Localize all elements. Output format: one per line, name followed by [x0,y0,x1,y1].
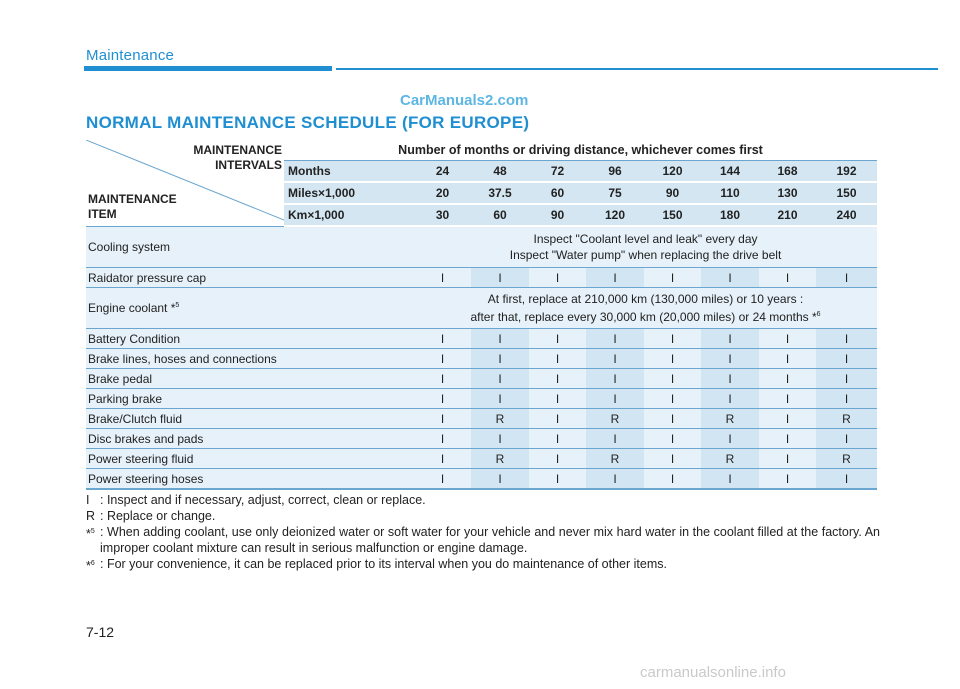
table-row [86,469,877,490]
schedule-cell: I [414,349,471,369]
schedule-cell: I [471,469,529,490]
schedule-cell: I [414,469,471,490]
table-row [86,369,877,389]
corner-item-label: MAINTENANCE ITEM [88,191,177,221]
interval-header: Number of months or driving distance, whichever comes first [284,140,877,161]
note-replace: R : Replace or change. [86,509,216,523]
schedule-cell: I [586,268,644,288]
watermark-bottom: carmanualsonline.info [640,664,786,681]
months-value: 72 [529,161,586,183]
months-value: 192 [816,161,877,183]
schedule-cell: I [644,389,701,409]
km-value: 180 [701,204,759,226]
schedule-cell: I [816,429,877,449]
schedule-cell: R [586,409,644,429]
schedule-cell: I [701,469,759,490]
schedule-cell: I [586,389,644,409]
km-value: 90 [529,204,586,226]
corner-intervals-label: MAINTENANCE INTERVALS [193,143,282,172]
schedule-cell: I [586,429,644,449]
km-value: 150 [644,204,701,226]
schedule-cell: I [414,369,471,389]
schedule-cell: I [759,469,816,490]
table-row [86,268,877,288]
schedule-cell: I [414,389,471,409]
months-value: 24 [414,161,471,183]
page-number: 7-12 [86,624,115,640]
schedule-cell: I [529,429,586,449]
schedule-cell: I [816,369,877,389]
schedule-cell: I [644,369,701,389]
months-value: 144 [701,161,759,183]
schedule-cell: I [816,329,877,349]
schedule-cell: I [586,369,644,389]
km-value: 210 [759,204,816,226]
schedule-cell: I [471,369,529,389]
schedule-cell: I [414,268,471,288]
miles-value: 130 [759,182,816,204]
schedule-cell: I [701,429,759,449]
item-label: Battery Condition [86,329,414,349]
header-rule-thick [84,66,332,71]
item-label: Brake lines, hoses and connections [86,349,414,369]
schedule-cell: I [644,449,701,469]
months-value: 48 [471,161,529,183]
schedule-cell: I [414,409,471,429]
item-label: Brake/Clutch fluid [86,409,414,429]
table-row [86,288,877,329]
schedule-cell: I [816,469,877,490]
maintenance-table [86,140,877,490]
schedule-cell: I [586,469,644,490]
schedule-cell: I [529,349,586,369]
schedule-cell: I [644,329,701,349]
header-rule-thin [336,68,938,70]
schedule-cell: I [644,268,701,288]
months-label: Months [284,161,414,183]
months-value: 168 [759,161,816,183]
schedule-cell: I [759,369,816,389]
watermark-top: CarManuals2.com [400,92,529,109]
table-row [86,226,877,268]
months-value: 96 [586,161,644,183]
schedule-cell: I [529,268,586,288]
item-label: Power steering hoses [86,469,414,490]
schedule-cell: I [471,429,529,449]
table-row [86,409,877,429]
km-value: 60 [471,204,529,226]
km-value: 240 [816,204,877,226]
footnote-ref: 6 [816,311,821,318]
schedule-cell: I [414,329,471,349]
page-title: NORMAL MAINTENANCE SCHEDULE (FOR EUROPE) [86,113,530,132]
schedule-cell: I [529,469,586,490]
coolant-instruction: At first, replace at 210,000 km (130,000 miles) or 10 years : after that, replace every 30,000 km (20,000 miles) or 24 months *$^6$ [414,288,877,329]
schedule-cell: I [701,349,759,369]
item-label: Brake pedal [86,369,414,389]
schedule-cell: I [816,389,877,409]
table-row [86,389,877,409]
item-label: Engine coolant *$^5$ [86,288,414,329]
item-label: Power steering fluid [86,449,414,469]
schedule-cell: I [529,329,586,349]
km-label: Km×1,000 [284,204,414,226]
schedule-cell: I [586,349,644,369]
miles-value: 150 [816,182,877,204]
schedule-cell: I [414,449,471,469]
schedule-cell: I [529,449,586,469]
schedule-cell: I [759,429,816,449]
miles-value: 110 [701,182,759,204]
note-inspect: I : Inspect and if necessary, adjust, correct, clean or replace. [86,493,426,507]
item-label: Disc brakes and pads [86,429,414,449]
legend-notes [86,492,880,574]
miles-value: 75 [586,182,644,204]
schedule-cell: R [471,449,529,469]
schedule-cell: I [471,268,529,288]
schedule-cell: I [759,268,816,288]
schedule-cell: I [759,349,816,369]
schedule-cell: I [471,329,529,349]
schedule-cell: I [701,369,759,389]
schedule-cell: R [816,409,877,429]
section-label: Maintenance [86,47,175,64]
schedule-cell: I [586,329,644,349]
schedule-cell: I [529,389,586,409]
miles-value: 20 [414,182,471,204]
schedule-cell: I [759,409,816,429]
corner-header [86,140,284,226]
table-row [86,449,877,469]
schedule-cell: I [644,349,701,369]
note-footnote-6: *$^6$ : For your convenience, it can be replaced prior to its interval when you do maintenance of other items. [86,557,667,574]
miles-value: 90 [644,182,701,204]
schedule-cell: R [471,409,529,429]
cooling-instruction: Inspect "Coolant level and leak" every day Inspect "Water pump" when replacing the drive belt [414,226,877,268]
schedule-cell: I [644,469,701,490]
schedule-cell: I [701,389,759,409]
schedule-cell: I [471,389,529,409]
miles-value: 60 [529,182,586,204]
schedule-cell: I [701,268,759,288]
schedule-cell: R [816,449,877,469]
schedule-cell: R [701,449,759,469]
schedule-cell: I [529,409,586,429]
schedule-cell: I [759,389,816,409]
km-value: 120 [586,204,644,226]
footnote-ref: 5 [175,302,180,309]
schedule-cell: I [816,268,877,288]
months-value: 120 [644,161,701,183]
schedule-cell: R [701,409,759,429]
table-row [86,429,877,449]
table-row [86,349,877,369]
item-label: Parking brake [86,389,414,409]
table-row [86,329,877,349]
item-label: Raidator pressure cap [86,268,414,288]
schedule-cell: I [759,449,816,469]
schedule-cell: I [414,429,471,449]
miles-value: 37.5 [471,182,529,204]
schedule-cell: I [816,349,877,369]
miles-label: Miles×1,000 [284,182,414,204]
schedule-cell: I [529,369,586,389]
km-value: 30 [414,204,471,226]
schedule-cell: I [644,409,701,429]
item-label: Cooling system [86,226,414,268]
schedule-cell: R [586,449,644,469]
schedule-cell: I [759,329,816,349]
schedule-cell: I [701,329,759,349]
schedule-cell: I [644,429,701,449]
note-footnote-5: *$^5$ : When adding coolant, use only deionized water or soft water for your vehicle and never mix hard water in the coolant filled at the factory. An improper coolant mixture can result in serious malfunction or engine damage. [86,525,880,555]
schedule-cell: I [471,349,529,369]
